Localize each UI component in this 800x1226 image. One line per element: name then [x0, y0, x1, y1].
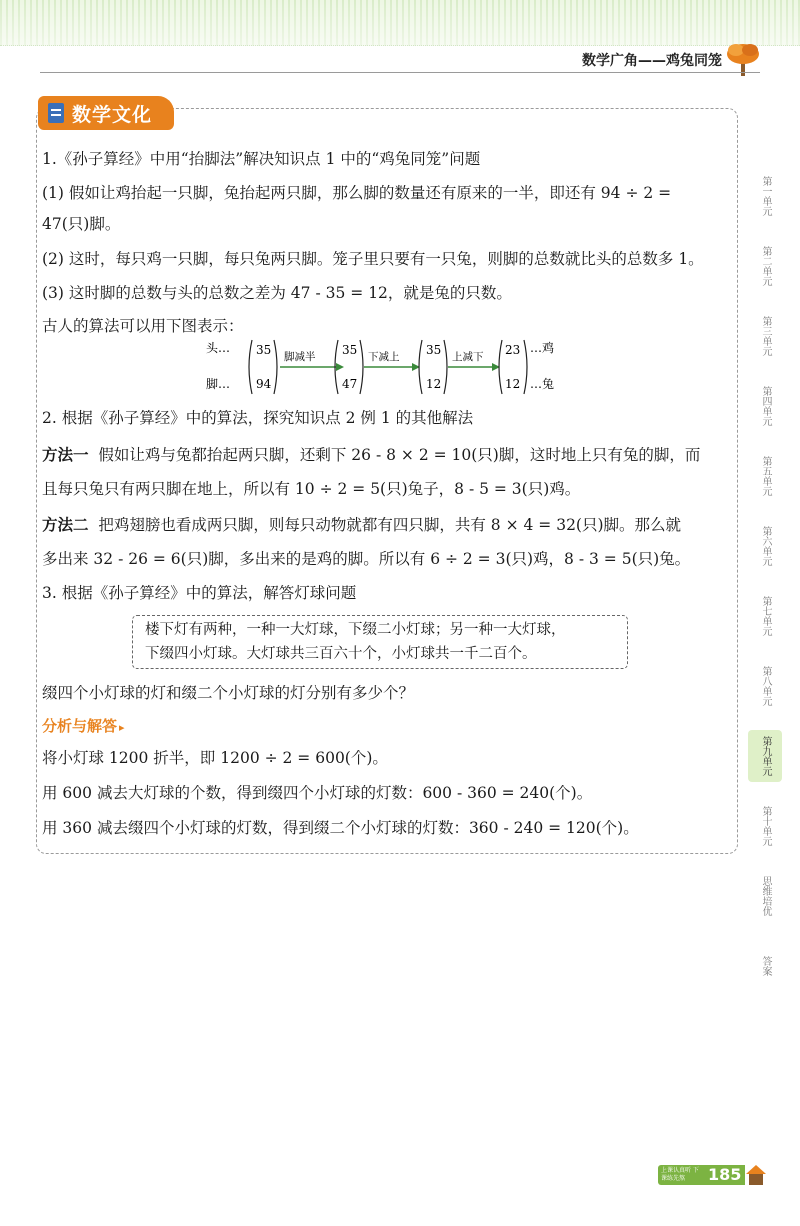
diagram-col-4-bottom: 12	[505, 377, 521, 391]
item-1-step-3: (3) 这时脚的总数与头的总数之差为 47 - 35 = 12，就是兔的只数。	[42, 284, 512, 302]
footer-motto: 上课认真听 下课练先熬	[658, 1165, 704, 1185]
method-2-line-1	[42, 512, 732, 538]
method-1-label: 方法一	[42, 446, 89, 464]
play-arrow-icon: ▸	[119, 721, 125, 734]
book-icon	[48, 103, 64, 123]
side-tab-unit-5[interactable]: 第五单元	[760, 456, 771, 496]
item-1-step-1-line-2: 47(只)脚。	[42, 215, 121, 233]
method-1-text-1: 假如让鸡与兔都抬起两只脚，还剩下 26 - 8 × 2 = 10(只)脚，这时地上只有兔的脚，而	[98, 446, 701, 464]
diagram-col-1-top: 35	[256, 343, 272, 357]
answer-line-1: 将小灯球 1200 折半，即 1200 ÷ 2 = 600(个)。	[42, 749, 388, 767]
item-1-step-1-line-1: (1) 假如让鸡抬起一只脚，兔抬起两只脚，那么脚的数量还有原来的一半，即还有 94 ÷ 2 =	[42, 184, 672, 202]
diagram-arrow-1-label: 脚减半	[284, 351, 316, 363]
lantern-problem-line-1: 楼下灯有两种，一种一大灯球，下缀二小灯球；另一种一大灯球，	[145, 622, 566, 638]
diagram-col-3-top: 35	[426, 343, 442, 357]
page-header-title: 数学广角——鸡兔同笼	[582, 53, 722, 69]
diagram-arrow-2-label: 下减上	[368, 351, 400, 363]
diagram-end-top: …鸡	[530, 341, 555, 355]
side-tab-unit-8[interactable]: 第八单元	[760, 666, 771, 706]
answer-line-2: 用 600 减去大灯球的个数，得到缀四个小灯球的灯数：600 - 360 = 240(个)。	[42, 784, 593, 802]
section-title: 数学文化	[72, 103, 153, 126]
side-tab-unit-4[interactable]: 第四单元	[760, 386, 771, 426]
method-1-line-2: 且每只兔只有两只脚在地上，所以有 10 ÷ 2 = 5(只)兔子，8 - 5 = 3(只)鸡。	[42, 480, 581, 498]
analysis-heading	[42, 715, 125, 736]
diagram-col-2-top: 35	[342, 343, 358, 357]
diagram-row-bottom-label: 脚…	[206, 377, 231, 391]
side-tab-unit-10[interactable]: 第十单元	[760, 806, 771, 846]
diagram-row-top-label: 头…	[206, 341, 231, 355]
lantern-problem-box	[132, 615, 628, 669]
method-1-line-1	[42, 442, 732, 468]
diagram-end-bottom: …兔	[530, 377, 555, 391]
page-footer	[658, 1162, 770, 1188]
header-divider	[40, 72, 760, 73]
house-icon	[745, 1163, 767, 1187]
side-tab-unit-2[interactable]: 第二单元	[760, 246, 771, 286]
page-number: 185	[704, 1165, 745, 1185]
item-3-heading: 3. 根据《孙子算经》中的算法，解答灯球问题	[42, 584, 357, 602]
item-2-heading: 2. 根据《孙子算经》中的算法，探究知识点 2 例 1 的其他解法	[42, 409, 474, 427]
diagram-col-1-bottom: 94	[256, 377, 272, 391]
analysis-label: 分析与解答	[42, 717, 118, 735]
side-tab-unit-7[interactable]: 第七单元	[760, 596, 771, 636]
side-tab-unit-9[interactable]: 第九单元	[748, 730, 782, 782]
method-2-text-1: 把鸡翅膀也看成两只脚，则每只动物就都有四只脚，共有 8 × 4 = 32(只)脚。那么就	[98, 516, 682, 534]
method-2-label: 方法二	[42, 516, 89, 534]
ancient-method-diagram	[200, 336, 580, 398]
side-tab-unit-1[interactable]: 第一单元	[760, 176, 771, 216]
item-1-step-2: (2) 这时，每只鸡一只脚，每只兔两只脚。笼子里只要有一只兔，则脚的总数就比头的总数多 1。	[42, 250, 704, 268]
side-tab-unit-3[interactable]: 第三单元	[760, 316, 771, 356]
diagram-col-2-bottom: 47	[342, 377, 358, 391]
diagram-arrow-3-label: 上减下	[452, 351, 484, 363]
side-tab-unit-6[interactable]: 第六单元	[760, 526, 771, 566]
diagram-col-3-bottom: 12	[426, 377, 442, 391]
diagram-col-4-top: 23	[505, 343, 521, 357]
top-decor-band	[0, 0, 800, 46]
side-tab-answers[interactable]: 答案	[760, 956, 771, 976]
diagram-caption: 古人的算法可以用下图表示：	[42, 317, 244, 335]
answer-line-3: 用 360 减去缀四个小灯球的灯数，得到缀二个小灯球的灯数：360 - 240 = 120(个)。	[42, 819, 639, 837]
method-2-line-2: 多出来 32 - 26 = 6(只)脚，多出来的是鸡的脚。所以有 6 ÷ 2 = 3(只)鸡，8 - 3 = 5(只)兔。	[42, 550, 691, 568]
section-badge	[38, 96, 174, 130]
lantern-question: 缀四个小灯球的灯和缀二个小灯球的灯分别有多少个？	[42, 684, 415, 702]
lantern-problem-line-2: 下缀四小灯球。大灯球共三百六十个，小灯球共一千二百个。	[145, 646, 537, 662]
side-tab-thinking[interactable]: 思维培优	[760, 876, 771, 916]
item-1-heading: 1.《孙子算经》中用“抬脚法”解决知识点 1 中的“鸡兔同笼”问题	[42, 150, 481, 168]
